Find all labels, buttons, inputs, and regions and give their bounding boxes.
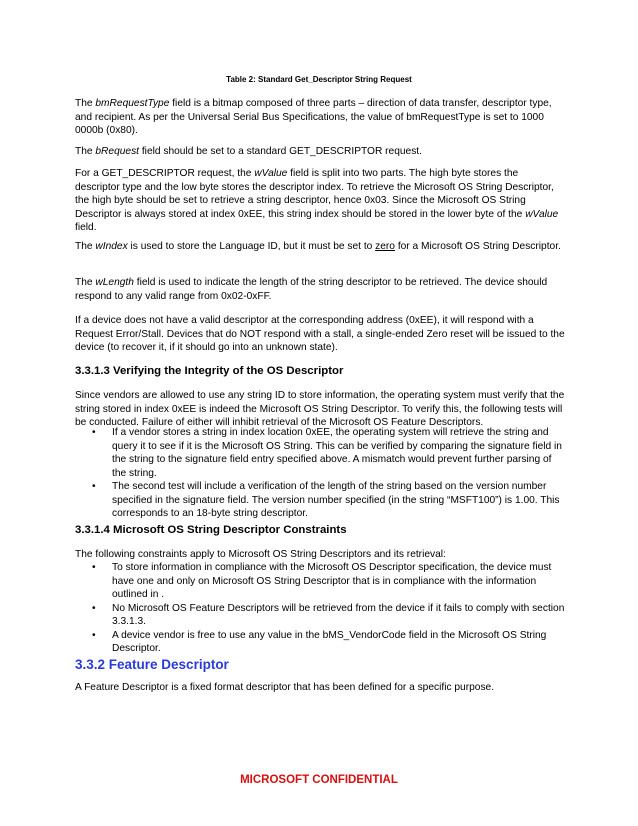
list-item (75, 602, 565, 629)
list-item (75, 561, 565, 602)
list-item-text: If a vendor stores a string in index location 0xEE, the operating system will retrieve the string and query it to see if it is the Microsoft OS String. This can be verified by comparing the signature field in the string to the signature field entry specified above. A mismatch would prevent further parsing of the string. (112, 427, 562, 479)
bullet-list-verify (75, 426, 565, 521)
section-heading-3-3-1-4: 3.3.1.4 Microsoft OS String Descriptor Constraints (75, 524, 347, 536)
emphasis: wValue (525, 208, 559, 220)
paragraph-brequest (75, 145, 565, 159)
underlined-text: zero (375, 241, 395, 252)
emphasis: wValue (254, 168, 288, 179)
list-item-text: The second test will include a verification of the length of the string based on the version number specified in the signature field. The version number specified (in the string “MSFT100”) is 1.00. This corresponds to an 18-byte string descriptor. (112, 481, 560, 519)
text: for a Microsoft OS String Descriptor. (394, 241, 561, 252)
list-item-text: No Microsoft OS Feature Descriptors will be retrieved from the device if it fails to comply with section 3.3.1.3. (112, 602, 565, 627)
paragraph-constraints-intro: The following constraints apply to Microsoft OS String Descriptors and its retrieval: (75, 549, 446, 560)
text: The (75, 241, 96, 252)
section-heading-3-3-2: 3.3.2 Feature Descriptor (75, 657, 229, 672)
bullet-glyph: • (92, 602, 96, 614)
list-item (75, 629, 565, 656)
text: The (75, 277, 96, 288)
text: field is split into two parts. The high byte stores the descriptor type and the low byte stores the descriptor index. To retrieve the Microsoft OS String Descriptor, the high byte should be set to retrieve a string descriptor, hence 0x03. Since the Microsoft OS String Descriptor is always stored at index 0xEE, this string index should be stored in the lower byte of the (75, 168, 554, 220)
bullet-glyph: • (92, 562, 96, 573)
text: field. (75, 222, 97, 233)
paragraph-stall: If a device does not have a valid descriptor at the corresponding address (0xEE), it will respond with a Request Error/Stall. Devices that do NOT respond with a stall, a single-ended Zero reset will be issued to the device (to recover it, if it should go into an unknown state). (75, 315, 565, 353)
list-item-text: To store information in compliance with the Microsoft OS Descriptor specification, the device must have one and only on Microsoft OS String Descriptor that is in compliance with the information outlined in . (112, 562, 552, 600)
text: The (75, 98, 96, 109)
paragraph-wlength (75, 276, 565, 303)
text: field should be set to a standard GET_DESCRIPTOR request. (139, 146, 422, 157)
text: is used to store the Language ID, but it must be set to (127, 241, 376, 252)
bullet-glyph: • (92, 481, 96, 492)
bullet-glyph: • (92, 629, 96, 641)
paragraph-wvalue (75, 167, 565, 235)
text: field is used to indicate the length of the string descriptor to be retrieved. The device should respond to any valid range from 0x02-0xFF. (75, 277, 548, 302)
bullet-glyph: • (92, 427, 96, 438)
list-item (75, 426, 565, 480)
paragraph-feature-descriptor: A Feature Descriptor is a fixed format descriptor that has been defined for a specific purpose. (75, 682, 495, 693)
section-heading-3-3-1-3: 3.3.1.3 Verifying the Integrity of the OS Descriptor (75, 365, 344, 377)
paragraph-bmrequesttype (75, 97, 565, 138)
emphasis: bRequest (95, 146, 140, 157)
table-caption: Table 2: Standard Get_Descriptor String Request (226, 75, 412, 84)
list-item (75, 480, 565, 521)
confidential-footer: MICROSOFT CONFIDENTIAL (240, 774, 398, 786)
paragraph-windex (75, 240, 565, 254)
text: For a GET_DESCRIPTOR request, the (75, 168, 255, 179)
emphasis: wLength (95, 277, 134, 288)
list-item-text: A device vendor is free to use any value in the bMS_VendorCode field in the Microsoft OS String Descriptor. (112, 629, 547, 654)
text: field is a bitmap composed of three parts – direction of data transfer, descriptor type, and recipient. As per the Universal Serial Bus Specifications, the value of bmRequestType is set to 1000 0000b (0x80). (75, 98, 552, 136)
emphasis: wIndex (95, 241, 128, 252)
text: The (75, 146, 96, 157)
emphasis: bmRequestType (95, 98, 170, 109)
paragraph-verify-intro: Since vendors are allowed to use any string ID to store information, the operating system must verify that the string stored in index 0xEE is indeed the Microsoft OS String Descriptor. To verify this, the following tests will be conducted. Failure of either will inhibit retrieval of the Microsoft OS Feature Descriptors. (75, 390, 565, 428)
bullet-list-constraints (75, 561, 565, 656)
